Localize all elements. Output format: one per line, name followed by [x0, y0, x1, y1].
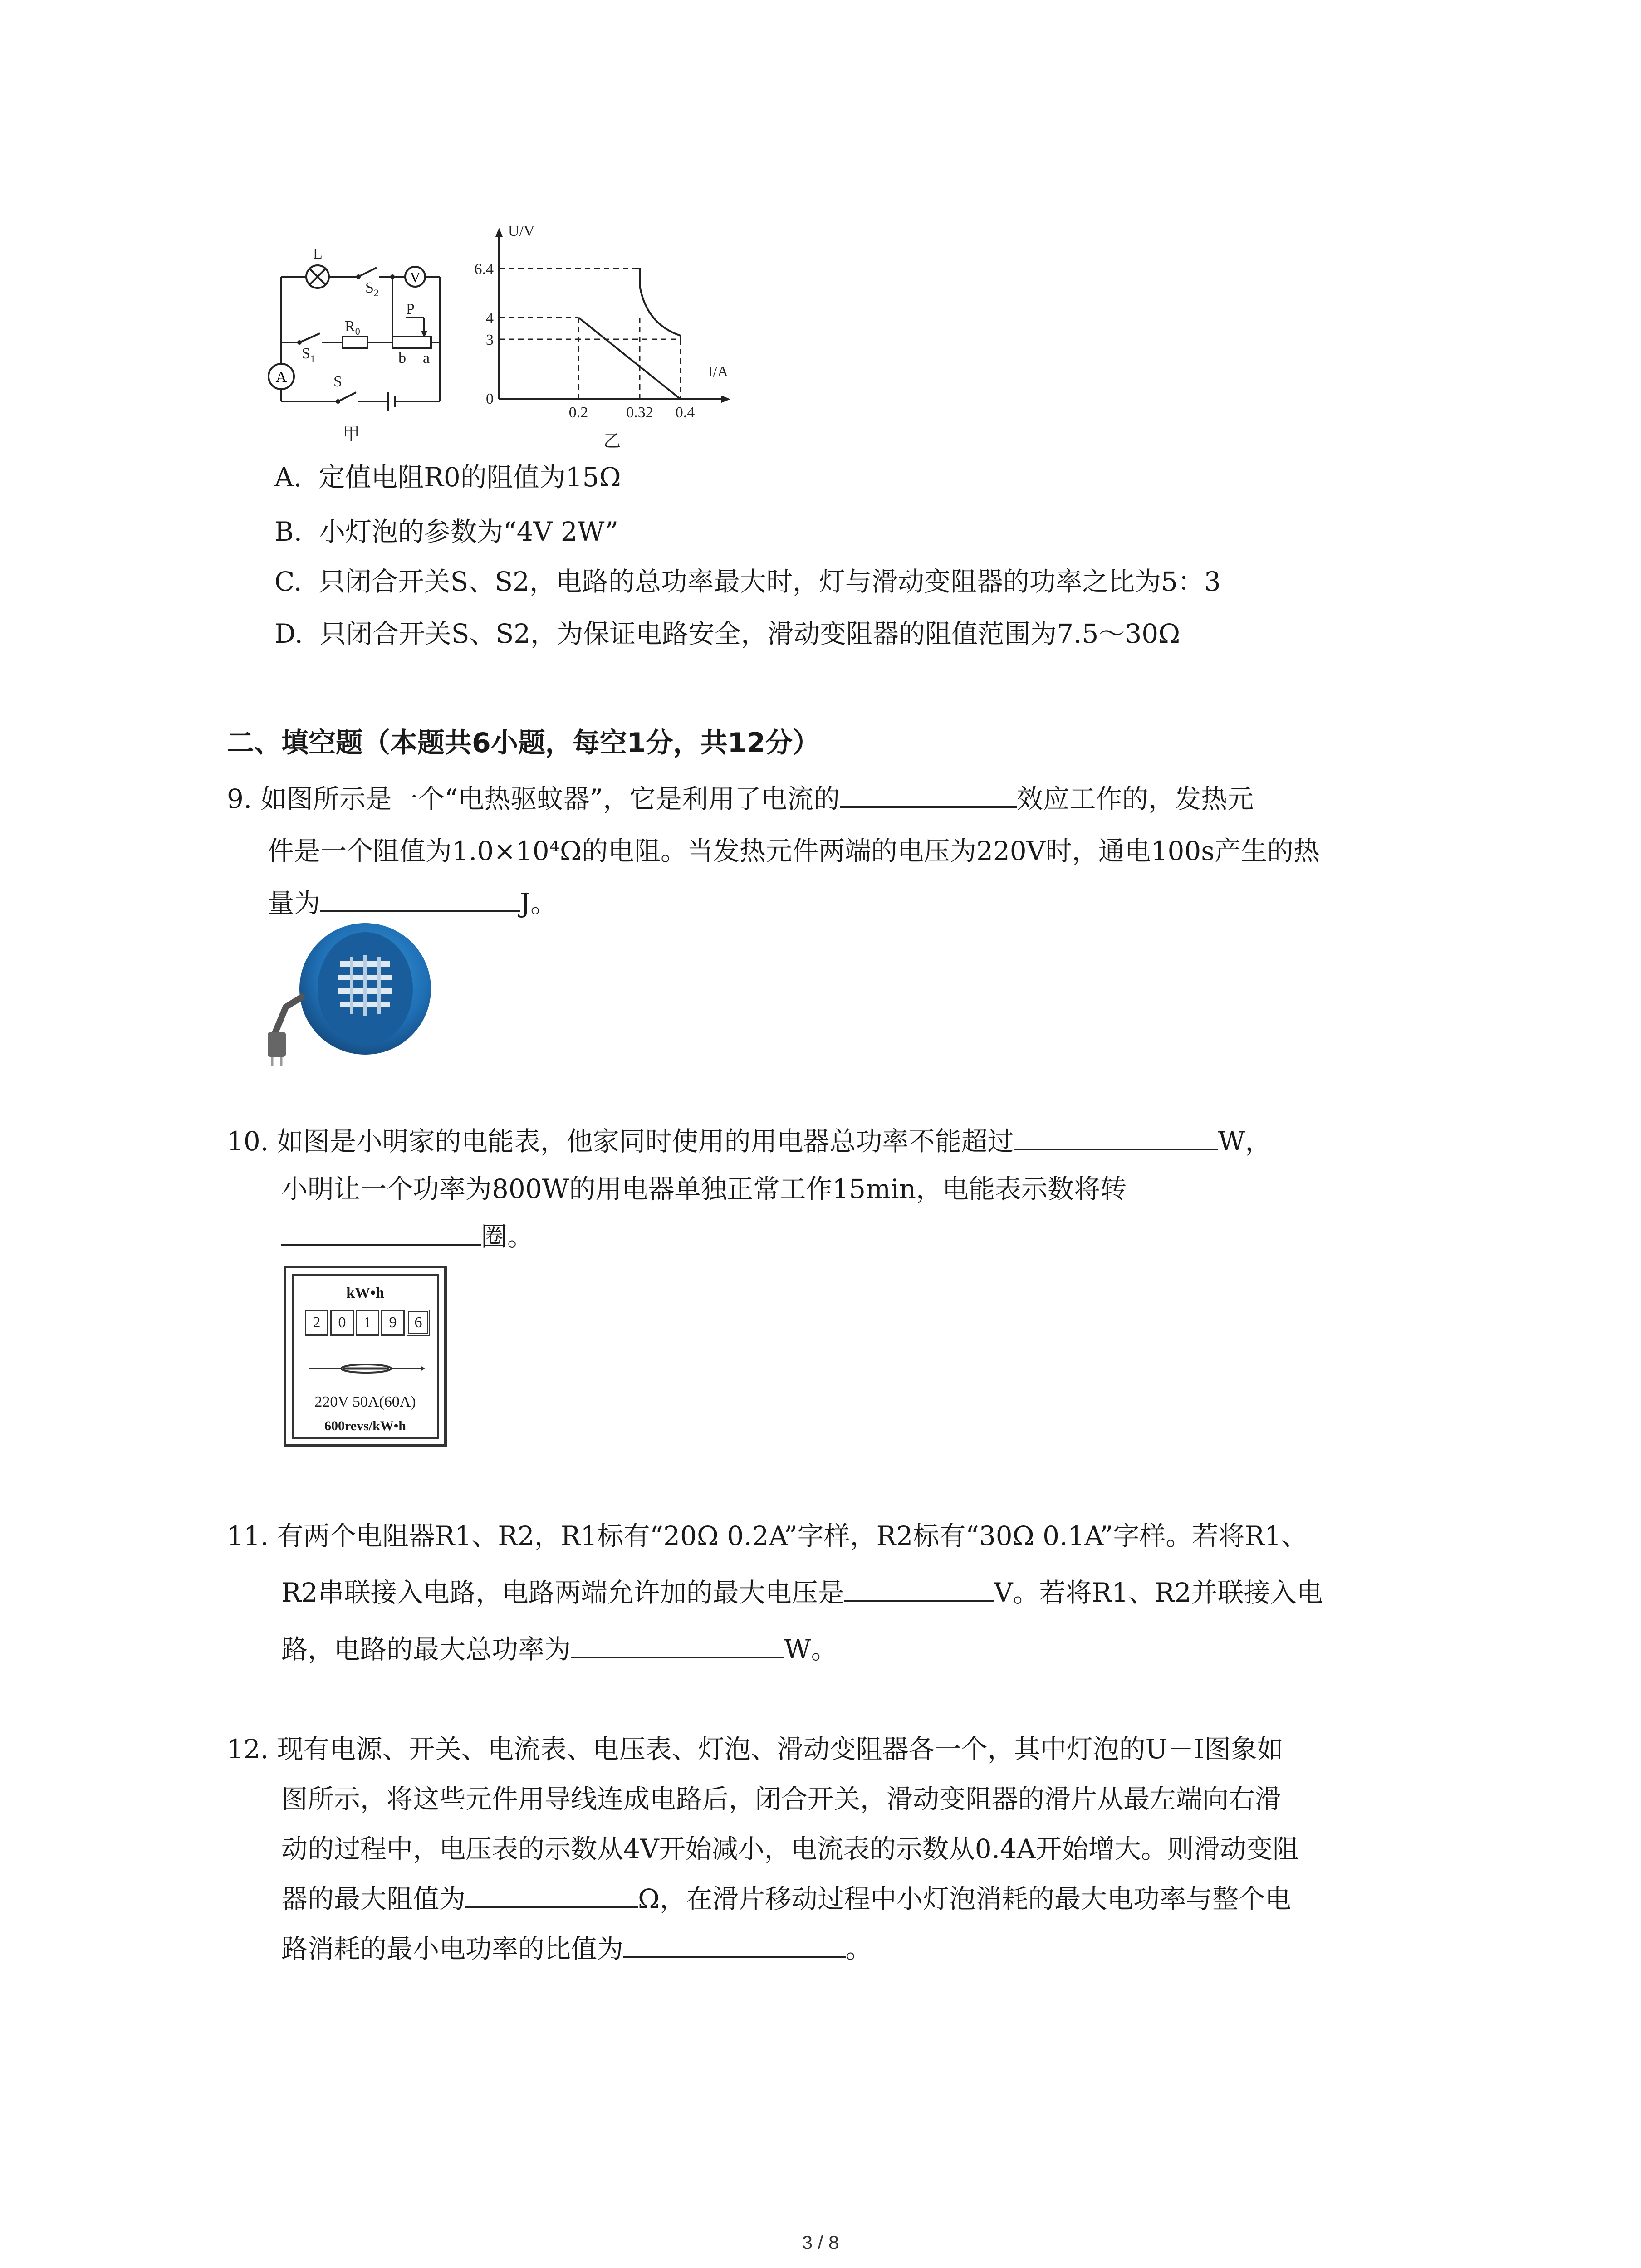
q12-line-5: 路消耗的最小电功率的比值为 。 — [281, 1923, 872, 1974]
page-number: 3 / 8 — [802, 2232, 839, 2253]
x-axis-label: I/A — [708, 363, 729, 380]
y-axis-label: U/V — [508, 223, 535, 240]
x-tick: 0.32 — [626, 404, 653, 421]
circuit-figure — [254, 227, 490, 454]
meter-digit: 9 — [381, 1310, 405, 1336]
y-tick: 6.4 — [474, 261, 494, 278]
a-label: a — [423, 350, 430, 367]
meter-digit: 2 — [305, 1310, 328, 1336]
q8-option-a: A. 定值电阻R0的阻值为15Ω — [274, 462, 621, 493]
s-label: S — [333, 373, 342, 390]
q12-line-1: 12. 现有电源、开关、电流表、电压表、灯泡、滑动变阻器各一个，其中灯泡的U－I图象如 — [227, 1734, 1283, 1765]
electricity-meter — [284, 1266, 447, 1447]
meter-digit: 0 — [330, 1310, 354, 1336]
y-tick: 4 — [486, 310, 494, 327]
ui-graph-figure — [472, 218, 753, 454]
line-linear — [578, 318, 681, 399]
meter-unit: kW•h — [346, 1285, 384, 1301]
q12-blank-1[interactable] — [465, 1879, 638, 1908]
s1-label: $S_1$ — [302, 345, 315, 364]
meter-constant: 600revs/kW•h — [324, 1418, 406, 1433]
q10-blank-1[interactable] — [1014, 1121, 1218, 1150]
meter-digit: 1 — [356, 1310, 379, 1336]
lamp-label: L — [313, 245, 323, 262]
x-tick: 0.4 — [675, 404, 695, 421]
q10-line-3: 圈。 — [281, 1211, 534, 1262]
q11-blank-1[interactable] — [844, 1573, 994, 1602]
meter-digit-decimal: 6 — [407, 1310, 430, 1336]
q11-line-2: R2串联接入电路，电路两端允许加的最大电压是 V。若将R1、R2并联接入电 — [281, 1567, 1323, 1618]
q9-line-3: 量为 J。 — [268, 878, 557, 929]
q10-line-2: 小明让一个功率为800W的用电器单独正常工作15min，电能表示数将转 — [281, 1173, 1127, 1204]
ammeter-symbol — [269, 364, 294, 389]
graph-caption: 乙 — [603, 431, 621, 451]
y-tick: 3 — [486, 332, 494, 348]
mosquito-repeller-image — [254, 916, 445, 1066]
s2-label: $S_2$ — [365, 279, 379, 298]
curve-nonlinear — [635, 269, 681, 339]
meter-digits — [305, 1310, 430, 1336]
p-label: P — [406, 301, 415, 318]
q11-line-3: 路，电路的最大总功率为 W。 — [281, 1624, 838, 1675]
q8-option-b: B. 小灯泡的参数为“4V 2W” — [274, 516, 619, 547]
q12-blank-2[interactable] — [623, 1929, 846, 1958]
q8-option-d: D. 只闭合开关S、S2，为保证电路安全，滑动变阻器的阻值范围为7.5～30Ω — [274, 618, 1181, 649]
q11-line-1: 11. 有两个电阻器R1、R2，R1标有“20Ω 0.2A”字样，R2标有“30Ω 0.1A”字样。若将R1、 — [227, 1520, 1308, 1551]
voltmeter-symbol — [405, 267, 425, 287]
origin-label: 0 — [486, 391, 494, 407]
q11-blank-2[interactable] — [571, 1629, 784, 1658]
q9-blank-1[interactable] — [840, 779, 1017, 808]
svg-text:V: V — [410, 269, 421, 285]
q12-line-3: 动的过程中，电压表的示数从4V开始减小，电流表的示数从0.4A开始增大。则滑动变阻 — [281, 1833, 1299, 1864]
q10-blank-2[interactable] — [281, 1217, 481, 1246]
q12-line-2: 图所示，将这些元件用导线连成电路后，闭合开关，滑动变阻器的滑片从最左端向右滑 — [281, 1784, 1282, 1814]
q9-line-1: 9. 如图所示是一个“电热驱蚊器”，它是利用了电流的 效应工作的，发热元 — [227, 773, 1254, 824]
ui-graph — [472, 218, 753, 454]
q10-line-1: 10. 如图是小明家的电能表，他家同时使用的用电器总功率不能超过 W， — [227, 1116, 1271, 1167]
q12-line-4: 器的最大阻值为 Ω，在滑片移动过程中小灯泡消耗的最大电功率与整个电 — [281, 1873, 1291, 1924]
lamp-symbol — [306, 265, 329, 288]
x-tick: 0.2 — [568, 404, 588, 421]
q9-blank-2[interactable] — [320, 883, 520, 912]
section-2-title: 二、填空题（本题共6小题，每空1分，共12分） — [227, 727, 820, 759]
svg-text:A: A — [275, 369, 287, 386]
circuit-caption: 甲 — [343, 424, 360, 444]
q8-option-c: C. 只闭合开关S、S2，电路的总功率最大时，灯与滑动变阻器的功率之比为5：3 — [274, 566, 1221, 597]
meter-dial-window — [307, 1359, 425, 1378]
b-label: b — [398, 350, 406, 367]
meter-rating: 220V 50A(60A) — [314, 1393, 416, 1410]
circuit-diagram — [254, 227, 490, 454]
r0-label: $R_0$ — [345, 318, 360, 337]
q9-line-2: 件是一个阻值为1.0×10⁴Ω的电阻。当发热元件两端的电压为220V时，通电100s产生的热 — [268, 836, 1320, 866]
